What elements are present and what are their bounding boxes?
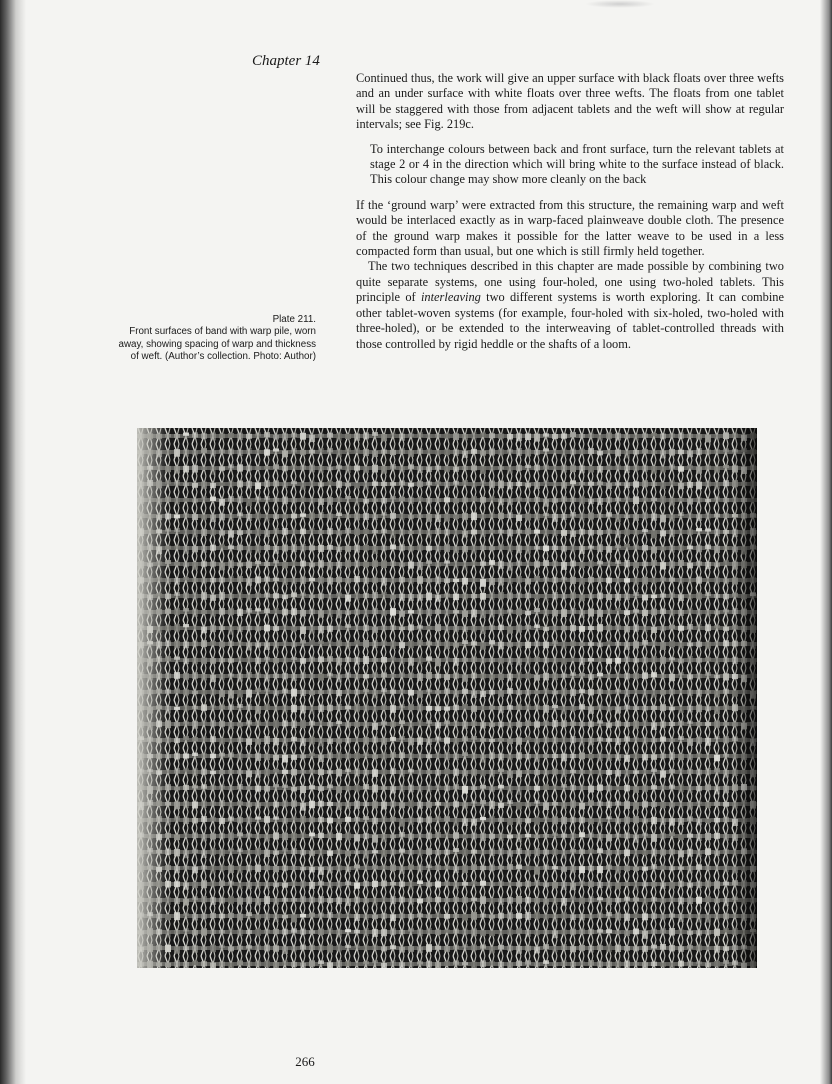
woven-band-photo [137, 428, 757, 968]
paragraph-4-end: two different systems is worth exploring. It can combine other tablet-woven systems (for example, four-holed with six-holed, two-holed with three-holed), or be extended to the interweaving of tablet-controlled threads with those controlled by rigid heddle or the shafts of a loom. [356, 290, 784, 351]
scan-mark [585, 0, 655, 8]
paragraph-2: To interchange colours between back and front surface, turn the relevant tablets at stage 2 or 4 in the direction which will bring white to the surface instead of black. This colour change may show more cleanly on the back [370, 141, 784, 187]
chapter-title: Chapter 14 [252, 53, 320, 69]
main-text [356, 71, 784, 352]
page-number: 266 [295, 1054, 315, 1069]
paragraph-4 [356, 259, 784, 351]
woven-band-texture [137, 428, 757, 968]
paragraph-1: Continued thus, the work will give an upper surface with black floats over three wefts and an under surface with white floats over three wefts. The floats from one tablet will be staggered with those from adjacent tablets and the weft will show at regular intervals; see Fig. 219c. [356, 71, 784, 132]
page-right-edge [820, 0, 832, 1084]
plate-number: Plate 211. [272, 314, 316, 325]
paragraph-4-start: The two techniques described in this chapter are made possible by combining two quite separate systems, one using four-holed, one using two-holed tablets. This principle of [356, 259, 784, 305]
paragraph-3: If the ‘ground warp’ were extracted from this structure, the remaining warp and weft would be interlaced exactly as in warp-faced plainweave double cloth. The presence of the ground warp makes it possible for the latter weave to be used in a less compacted form than usual, but one which is still firmly held together. [356, 197, 784, 259]
plate-caption [118, 314, 316, 364]
paragraph-4-emphasis: interleaving [420, 290, 481, 305]
page-gutter-shadow [0, 0, 26, 1084]
plate-caption-text: Front surfaces of band with warp pile, worn away, showing spacing of warp and thickness of weft. (Author’s collection. Photo: Author) [118, 326, 316, 363]
